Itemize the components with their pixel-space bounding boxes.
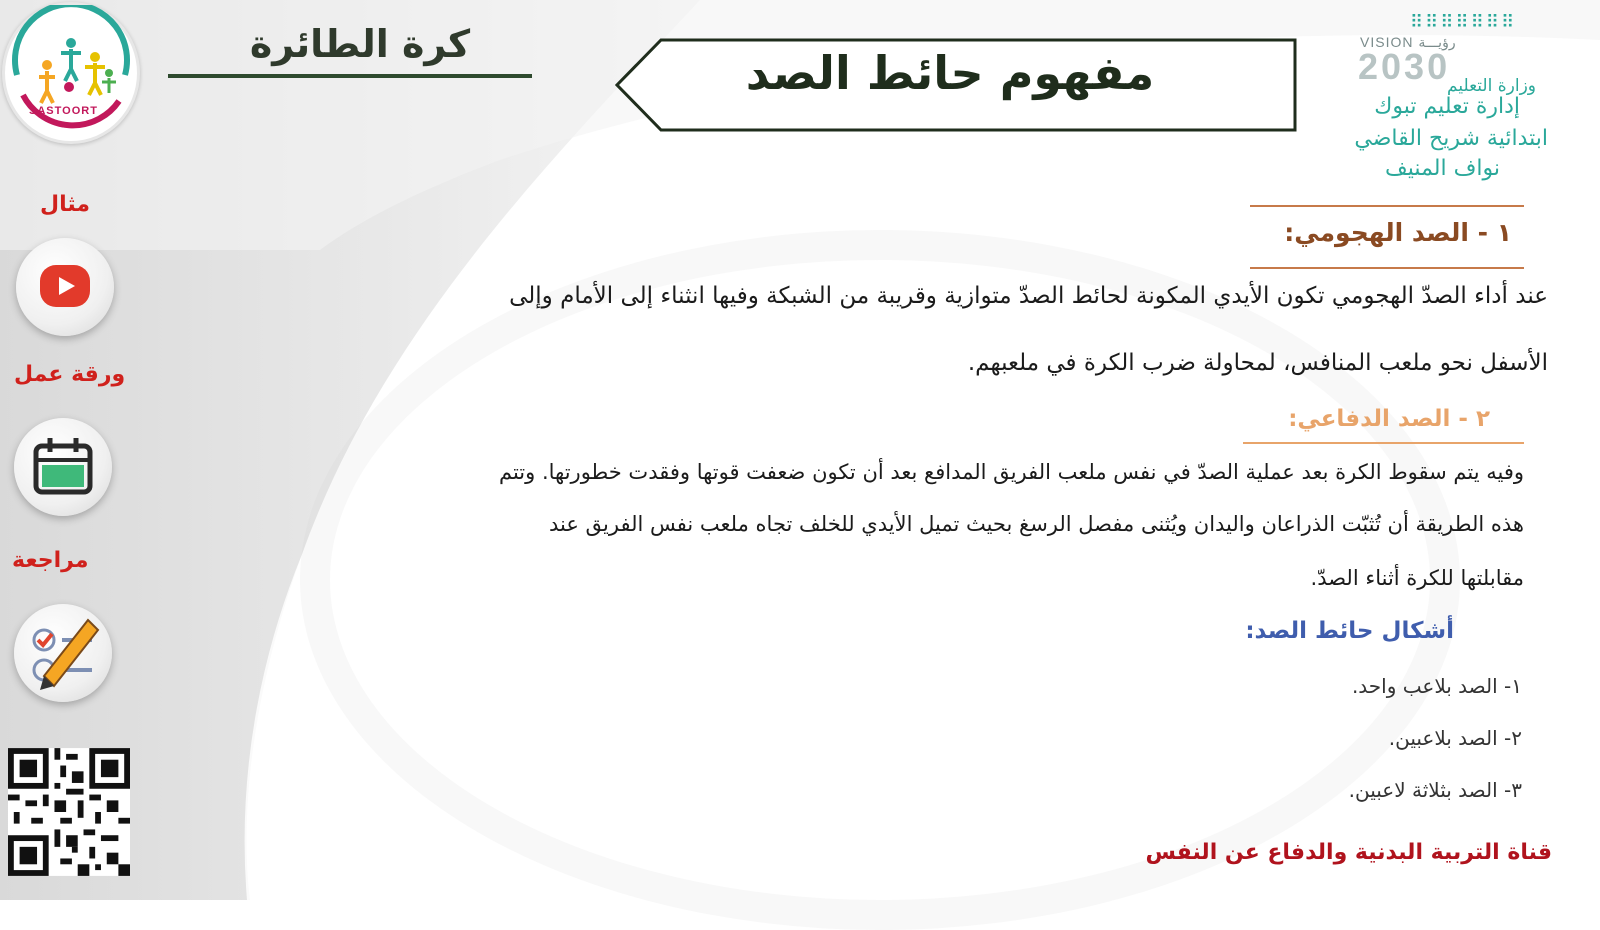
school-logo: [2, 2, 140, 144]
vision-dots-icon: ⠿⠿⠿⠿⠿⠿⠿: [1410, 12, 1517, 33]
form-item: ٣- الصد بثلاثة لاعبين.: [1348, 778, 1522, 802]
review-button[interactable]: [14, 604, 112, 702]
ministry-name: وزارة التعليم: [1447, 76, 1536, 96]
section1-line2: الأسفل نحو ملعب المنافس، لمحاولة ضرب الكرة في ملعبهم.: [967, 350, 1548, 376]
calendar-icon: [14, 418, 112, 516]
section1-title: ١ - الصد الهجومي:: [1284, 218, 1512, 247]
section2-line1: وفيه يتم سقوط الكرة بعد عملية الصدّ في نفس ملعب الفريق المدافع بعد أن تكون ضعفت قوتها وفقدت خطورتها. وتتم: [498, 460, 1524, 484]
section1-line1: عند أداء الصدّ الهجومي تكون الأيدي المكونة لحائط الصدّ متوازية وقريبة من الشبكة وفيها انثناء إلى الأمام وإلى: [509, 283, 1548, 309]
worksheet-button[interactable]: [14, 418, 112, 516]
example-label: مثال: [40, 192, 90, 217]
form-item: ٢- الصد بلاعبين.: [1388, 726, 1522, 750]
logo-text: SASTOORT: [29, 105, 98, 117]
section2-line2: هذه الطريقة أن تُثبّت الذراعان واليدان ويُثنى مفصل الرسغ بحيث تميل الأيدي للخلف تجاه ملعب نفس الفريق عند: [548, 512, 1524, 536]
vision-label: VISION رؤيـــة: [1360, 34, 1456, 50]
qr-code-icon: [8, 748, 130, 876]
youtube-icon: [40, 265, 90, 307]
vision-year: 2030: [1358, 46, 1451, 87]
lesson-title: مفهوم حائط الصد: [745, 46, 1155, 100]
subject-title: كرة الطائرة: [249, 22, 471, 66]
school-name: ابتدائية شريح القاضي: [1354, 126, 1548, 151]
section2-underline: [1243, 442, 1524, 444]
footer-channel: قناة التربية البدنية والدفاع عن النفس: [1145, 840, 1552, 865]
worksheet-label: ورقة عمل: [14, 362, 126, 387]
subject-underline: [168, 74, 532, 78]
logo-figures-icon: [5, 5, 137, 141]
section2-line3: مقابلتها للكرة أثناء الصدّ.: [1310, 566, 1524, 590]
example-button[interactable]: [16, 238, 114, 336]
section2-title: ٢ - الصد الدفاعي:: [1288, 406, 1490, 432]
forms-title: أشكال حائط الصد:: [1245, 618, 1454, 644]
checklist-pencil-icon: [14, 604, 112, 702]
watermark: [300, 230, 1460, 930]
review-label: مراجعة: [12, 548, 89, 573]
department-name: إدارة تعليم تبوك: [1374, 94, 1520, 119]
form-item: ١- الصد بلاعب واحد.: [1351, 674, 1522, 698]
teacher-name: نواف المنيف: [1385, 156, 1500, 181]
